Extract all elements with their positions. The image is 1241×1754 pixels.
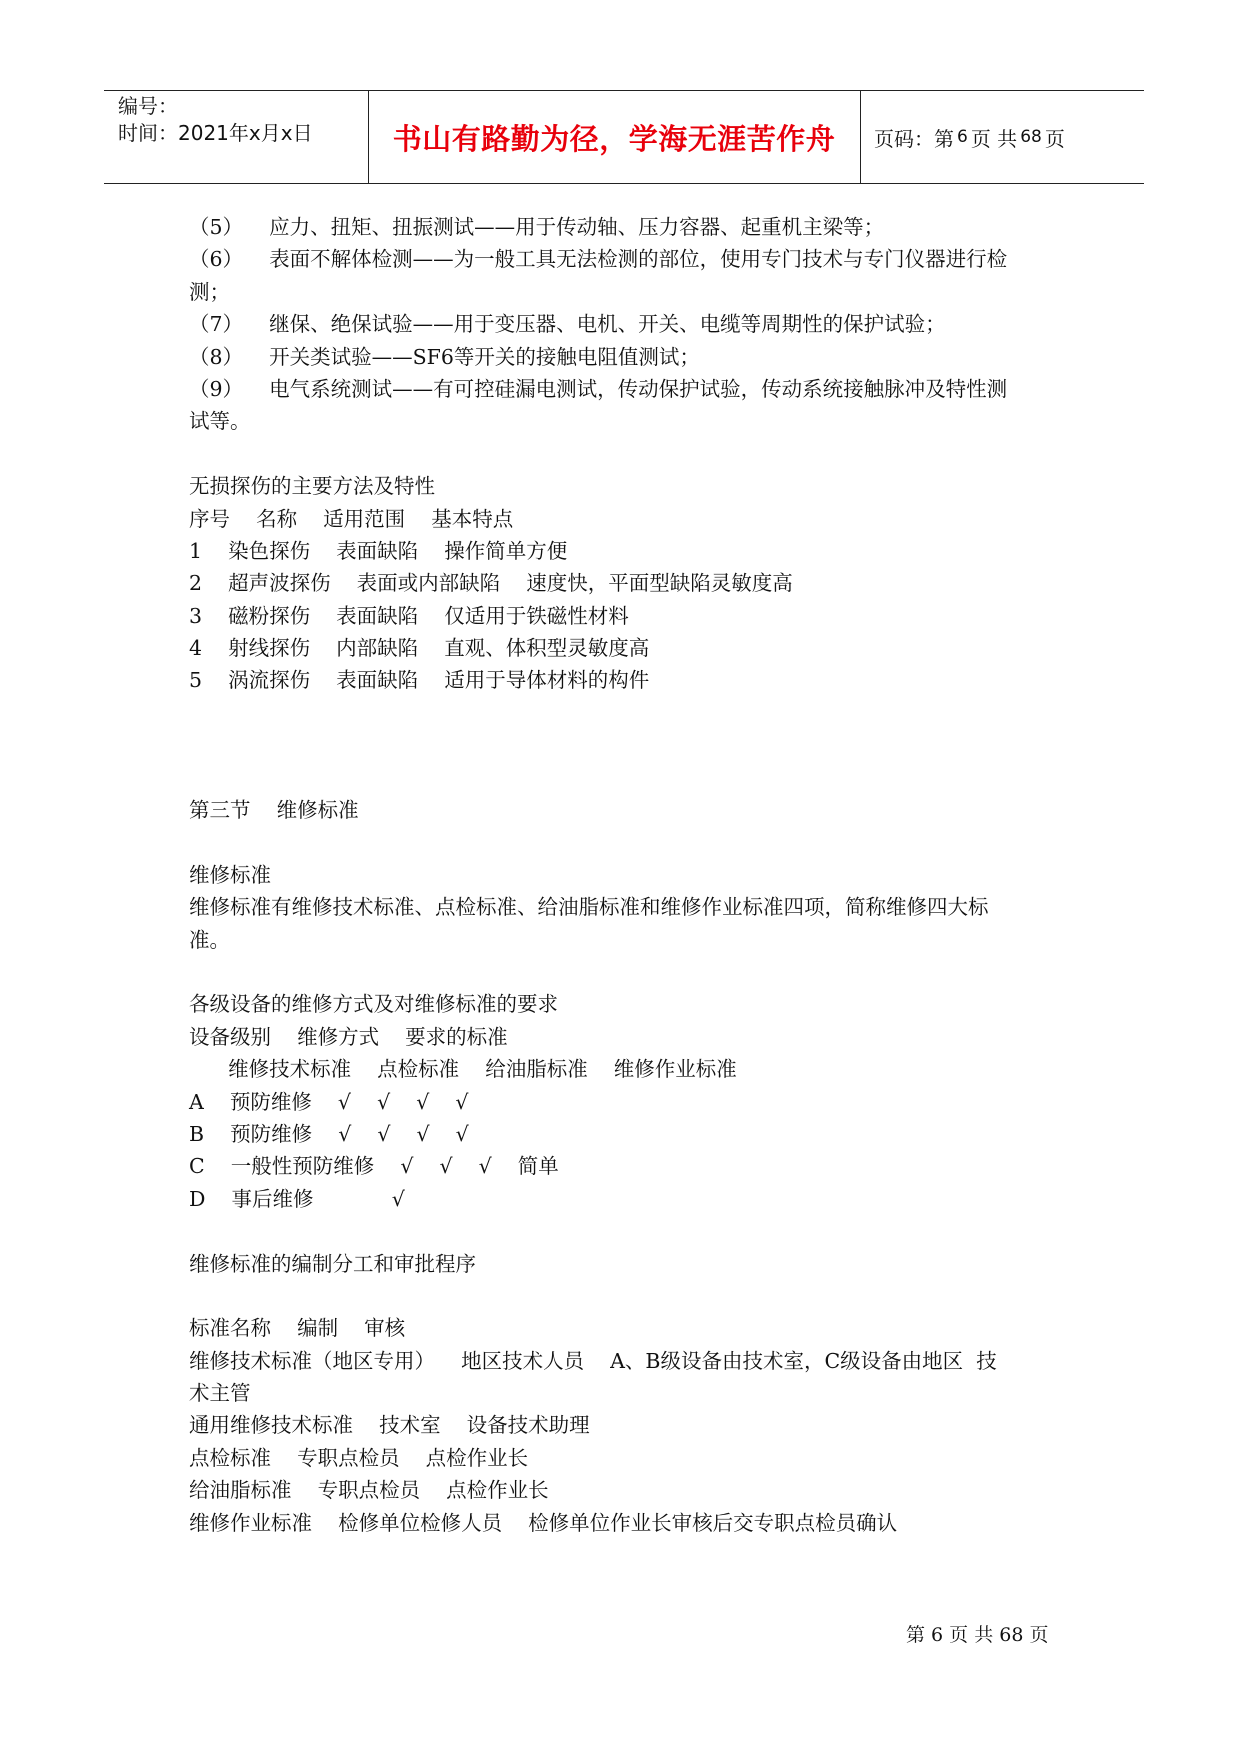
text-line: 设备级别 维修方式 要求的标准 — [189, 1024, 508, 1049]
text-line: 第三节 维修标准 — [189, 798, 359, 823]
text-line: （7） 继保、绝保试验——用于变压器、电机、开关、电缆等周期性的保护试验； — [189, 312, 946, 337]
text-line: 维修标准 — [189, 862, 271, 887]
page-mid: 页 共 — [970, 126, 1018, 151]
text-line: A 预防维修 √ √ √ √ — [189, 1089, 469, 1114]
page-number: 6 — [957, 127, 968, 147]
text-line: 4 射线探伤 内部缺陷 直观、体积型灵敏度高 — [189, 636, 650, 661]
text-line — [189, 826, 1059, 858]
text-line: 无损探伤的主要方法及特性 — [189, 474, 435, 499]
document-body — [189, 211, 1059, 1539]
text-line: 给油脂标准 专职点检员 点检作业长 — [189, 1478, 549, 1503]
header-motto: 书山有路勤为径，学海无涯苦作舟 — [392, 121, 836, 156]
text-line: 各级设备的维修方式及对维修标准的要求 — [189, 992, 558, 1017]
text-line — [189, 697, 1059, 729]
text-line: 试等。 — [189, 409, 251, 434]
number-label: 编号： — [118, 94, 178, 118]
text-line: D 事后维修 √ — [189, 1186, 405, 1211]
text-line — [189, 956, 1059, 988]
text-line — [189, 1280, 1059, 1312]
text-line — [189, 1215, 1059, 1247]
header-left — [118, 93, 313, 147]
header-page-info — [860, 91, 1144, 183]
page-header — [104, 90, 1144, 184]
text-line: 通用维修技术标准 技术室 设备技术助理 — [189, 1413, 590, 1438]
text-line: 2 超声波探伤 表面或内部缺陷 速度快，平面型缺陷灵敏度高 — [189, 571, 793, 596]
text-line: （6） 表面不解体检测——为一般工具无法检测的部位，使用专门技术与专门仪器进行检 — [189, 247, 1008, 272]
text-line: 准。 — [189, 927, 230, 952]
time-label: 时间：2021年x月x日 — [118, 121, 313, 145]
text-line — [189, 438, 1059, 470]
text-line: 点检标准 专职点检员 点检作业长 — [189, 1445, 529, 1470]
text-line: 维修技术标准（地区专用） 地区技术人员 A、B级设备由技术室，C级设备由地区 技 — [189, 1348, 997, 1373]
text-line: 测； — [189, 279, 230, 304]
text-line: 标准名称 编制 审核 — [189, 1316, 406, 1341]
text-line: 3 磁粉探伤 表面缺陷 仅适用于铁磁性材料 — [189, 603, 629, 628]
text-line: 术主管 — [189, 1381, 251, 1406]
text-line: （8） 开关类试验——SF6等开关的接触电阻值测试； — [189, 344, 700, 369]
text-line: 1 染色探伤 表面缺陷 操作简单方便 — [189, 538, 568, 563]
text-line — [189, 762, 1059, 794]
text-line: 序号 名称 适用范围 基本特点 — [189, 506, 514, 531]
page-footer: 第 6 页 共 68 页 — [906, 1624, 1049, 1646]
text-line: （5） 应力、扭矩、扭振测试——用于传动轴、压力容器、起重机主梁等； — [189, 215, 885, 239]
text-line: （9） 电气系统测试——有可控硅漏电测试，传动保护试验，传动系统接触脉冲及特性测 — [189, 376, 1008, 401]
page-total: 68 — [1020, 127, 1042, 147]
text-line: 维修标准的编制分工和审批程序 — [189, 1251, 476, 1276]
page-prefix: 页码：第 — [874, 126, 954, 151]
text-line: C 一般性预防维修 √ √ √ 简单 — [189, 1154, 559, 1179]
text-line: 5 涡流探伤 表面缺陷 适用于导体材料的构件 — [189, 668, 650, 693]
text-line: B 预防维修 √ √ √ √ — [189, 1121, 469, 1146]
page-suffix: 页 — [1044, 126, 1065, 151]
text-line: 维修技术标准 点检标准 给油脂标准 维修作业标准 — [189, 1057, 737, 1082]
text-line: 维修标准有维修技术标准、点检标准、给油脂标准和维修作业标准四项，简称维修四大标 — [189, 895, 989, 920]
text-line: 维修作业标准 检修单位检修人员 检修单位作业长审核后交专职点检员确认 — [189, 1510, 898, 1535]
text-line — [189, 729, 1059, 761]
